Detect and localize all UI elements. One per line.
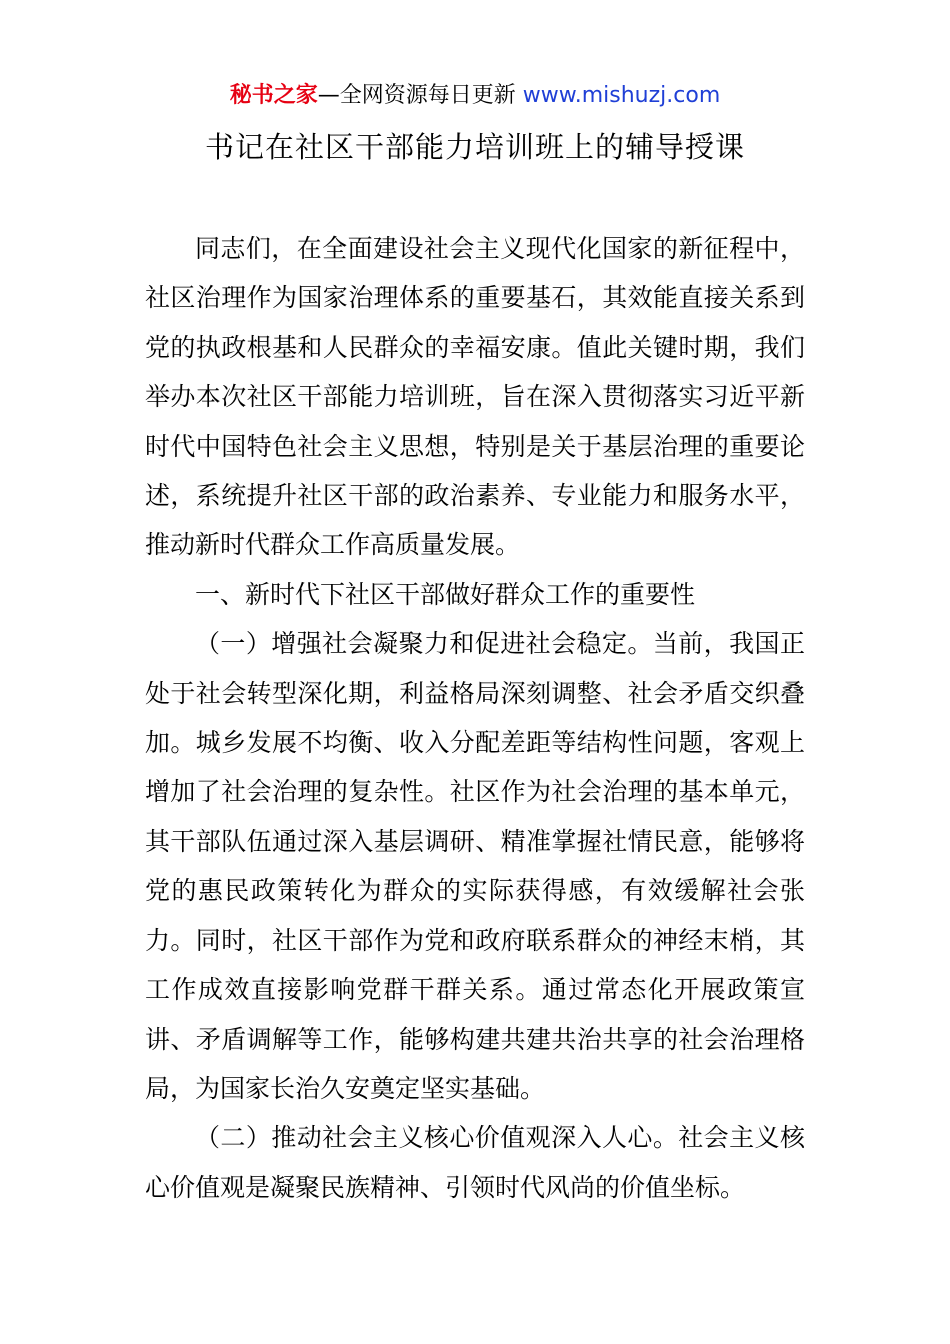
paragraph-subsection-1: （一）增强社会凝聚力和促进社会稳定。当前，我国正处于社会转型深化期，利益格局深刻调整、社会矛盾交织叠加。城乡发展不均衡、收入分配差距等结构性问题，客观上增加了社会治理的复杂性。社区作为社会治理的基本单元，其干部队伍通过深入基层调研、精准掌握社情民意，能够将党的惠民政策转化为群众的实际获得感，有效缓解社会张力。同时，社区干部作为党和政府联系群众的神经末梢，其工作成效直接影响党群干群关系。通过常态化开展政策宣讲、矛盾调解等工作，能够构建共建共治共享的社会治理格局，为国家长治久安奠定坚实基础。 bbox=[145, 629, 805, 1103]
site-header bbox=[0, 80, 950, 112]
paragraph-intro: 同志们，在全面建设社会主义现代化国家的新征程中，社区治理作为国家治理体系的重要基石，其效能直接关系到党的执政根基和人民群众的幸福安康。值此关键时期，我们举办本次社区干部能力培训班，旨在深入贯彻落实习近平新时代中国特色社会主义思想，特别是关于基层治理的重要论述，系统提升社区干部的政治素养、专业能力和服务水平，推动新时代群众工作高质量发展。 bbox=[145, 234, 805, 560]
site-url-link[interactable]: www.mishuzj.com bbox=[522, 83, 721, 108]
paragraph-subsection-2: （二）推动社会主义核心价值观深入人心。社会主义核心价值观是凝聚民族精神、引领时代风尚的价值坐标。 bbox=[145, 1123, 805, 1202]
document-body bbox=[145, 224, 805, 1212]
site-tagline: —全网资源每日更新 bbox=[317, 83, 523, 108]
document-title: 书记在社区干部能力培训班上的辅导授课 bbox=[204, 130, 745, 164]
site-brand: 秘书之家 bbox=[229, 83, 318, 108]
section-heading-1: 一、新时代下社区干部做好群众工作的重要性 bbox=[195, 579, 696, 609]
